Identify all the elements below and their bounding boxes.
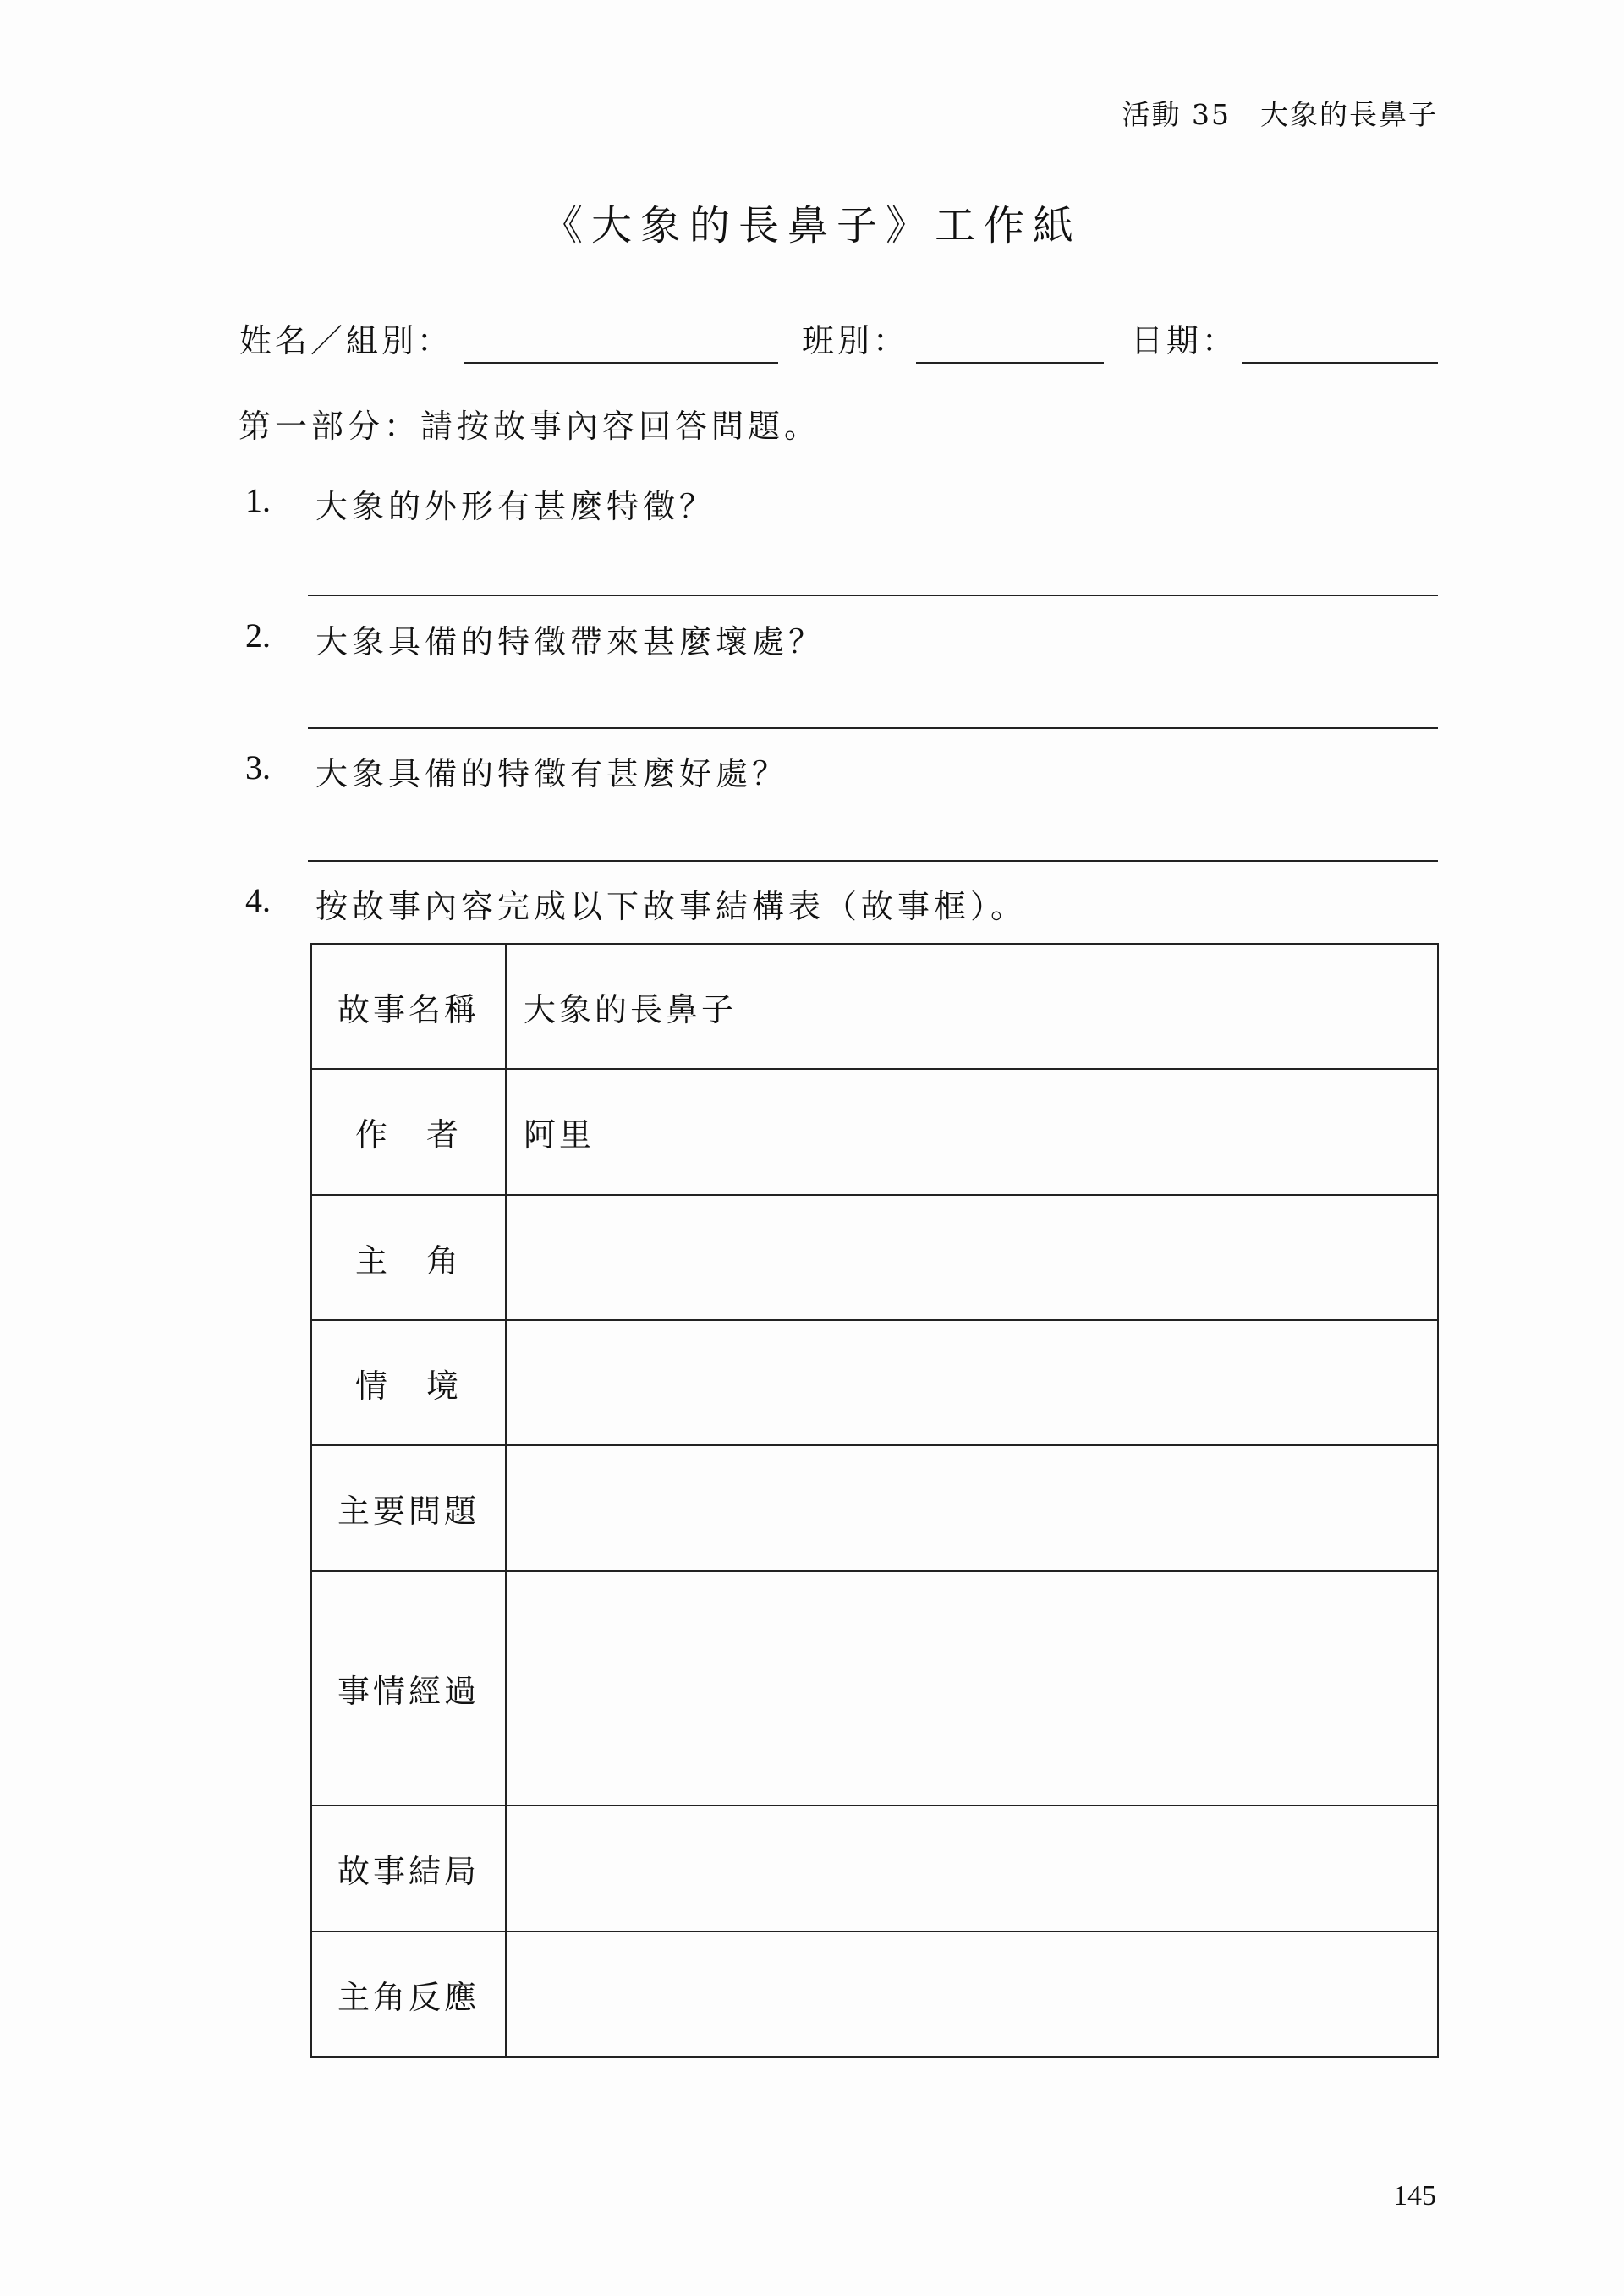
question-text: 大象具備的特徵有甚麼好處？: [315, 755, 789, 792]
row-value-cell[interactable]: [506, 1320, 1438, 1445]
row-value-cell[interactable]: [506, 1932, 1438, 2057]
table-row: [311, 1320, 1438, 1445]
row-value-cell[interactable]: [506, 1806, 1438, 1932]
row-label: 主 角: [311, 1195, 506, 1320]
question-text: 按故事內容完成以下故事結構表（故事框）。: [315, 888, 1028, 925]
table-row: [311, 944, 1438, 1069]
question-text: 大象具備的特徵帶來甚麼壞處？: [315, 623, 826, 660]
table-row: [311, 1445, 1438, 1571]
row-value-cell[interactable]: [506, 1571, 1438, 1806]
page-title: 《大象的長鼻子》工作紙: [541, 202, 1082, 249]
class-field[interactable]: [916, 362, 1104, 364]
table-row: [311, 1932, 1438, 2057]
row-label: 作 者: [311, 1069, 506, 1195]
name-group-label: 姓名／組別：: [239, 322, 453, 359]
part-one-heading: 第一部分：請按故事內容回答問題。: [239, 408, 821, 445]
row-label: 主角反應: [311, 1932, 506, 2057]
question-number: 3.: [245, 748, 271, 786]
row-value-cell[interactable]: [506, 1445, 1438, 1571]
date-label: 日期：: [1131, 322, 1238, 359]
row-label: 情 境: [311, 1320, 506, 1445]
row-label: 故事結局: [311, 1806, 506, 1932]
row-label: 主要問題: [311, 1445, 506, 1571]
question-text: 大象的外形有甚麼特徵？: [315, 488, 716, 525]
name-group-field[interactable]: [464, 362, 778, 364]
question-number: 1.: [245, 481, 271, 519]
table-row: [311, 1195, 1438, 1320]
class-label: 班別：: [802, 322, 909, 359]
page-number: 145: [1393, 2180, 1436, 2211]
date-field[interactable]: [1242, 362, 1438, 364]
running-header: 活動 35 大象的長鼻子: [1122, 98, 1438, 131]
row-label: 事情經過: [311, 1571, 506, 1806]
answer-line-1[interactable]: [308, 595, 1438, 596]
row-value-cell[interactable]: 阿里: [506, 1069, 1438, 1195]
question-number: 2.: [245, 616, 271, 655]
answer-line-2[interactable]: [308, 727, 1438, 729]
story-structure-table: [310, 943, 1439, 2058]
table-row: [311, 1069, 1438, 1195]
row-value-cell[interactable]: [506, 1195, 1438, 1320]
table-row: [311, 1571, 1438, 1806]
row-value-cell[interactable]: 大象的長鼻子: [506, 944, 1438, 1069]
answer-line-3[interactable]: [308, 860, 1438, 862]
question-number: 4.: [245, 881, 271, 919]
table-row: [311, 1806, 1438, 1932]
row-label: 故事名稱: [311, 944, 506, 1069]
